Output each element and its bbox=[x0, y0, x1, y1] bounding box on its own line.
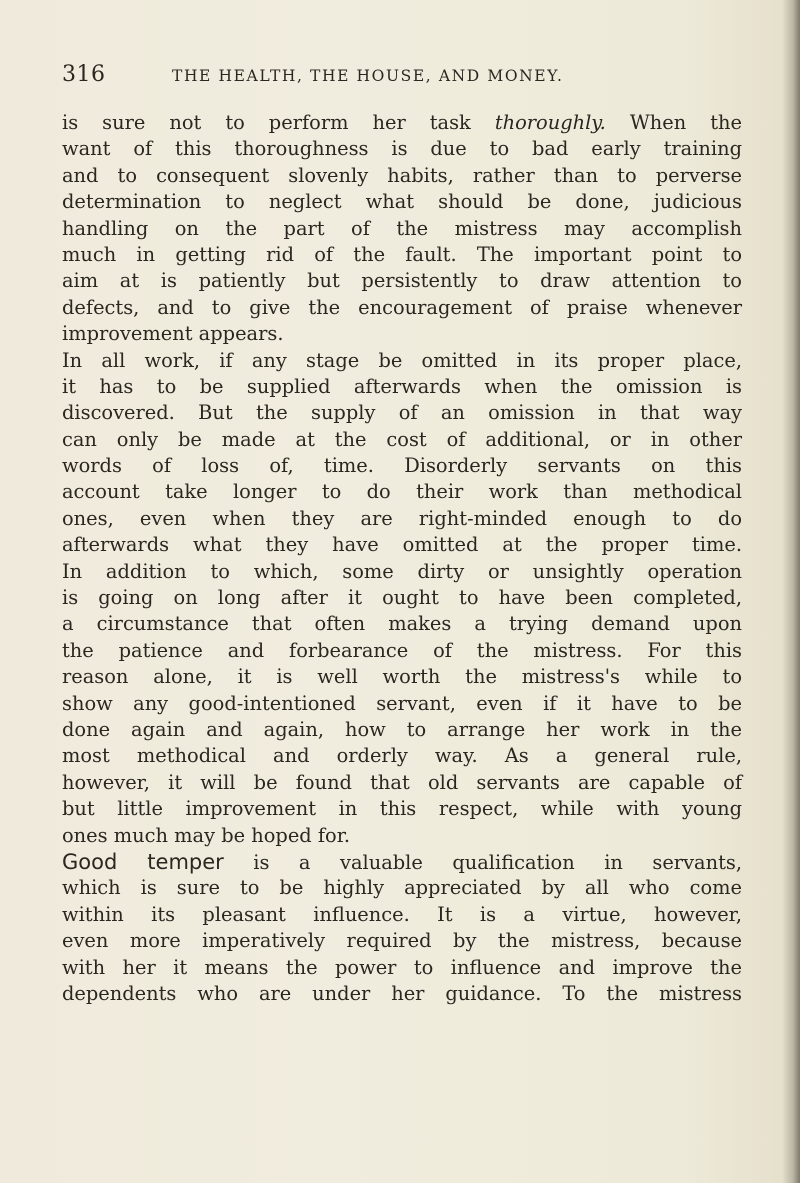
text-line: ones much may be hoped for. bbox=[62, 823, 351, 847]
text-line: the patience and forbearance of the mistress. For this bbox=[62, 638, 742, 662]
running-title: THE HEALTH, THE HOUSE, AND MONEY. bbox=[172, 67, 564, 85]
text-line: within its pleasant influence. It is a virtue, however, bbox=[62, 902, 742, 926]
text-line: account take longer to do their work than methodical bbox=[62, 480, 742, 504]
text-line: discovered. But the supply of an omission in that way bbox=[62, 401, 742, 425]
text-line: improvement appears. bbox=[62, 322, 284, 346]
text-line: afterwards what they have omitted at the proper time. bbox=[62, 533, 742, 557]
page-number: 316 bbox=[62, 62, 106, 87]
text-line: much in getting rid of the fault. The important point to bbox=[62, 242, 742, 266]
text-line: show any good-intentioned servant, even if it have to be bbox=[62, 691, 742, 715]
text-line: is going on long after it ought to have been completed, bbox=[62, 586, 742, 610]
page-header bbox=[62, 62, 742, 92]
text-line: aim at is patiently but persistently to draw attention to bbox=[62, 269, 742, 293]
emphasis: thoroughly. bbox=[494, 111, 606, 134]
text-line: with her it means the power to influence and improve the bbox=[62, 955, 742, 979]
text-line: dependents who are under her guidance. To the mistress bbox=[62, 981, 742, 1005]
text-line: Good temper is a valuable qualification in servants, bbox=[62, 849, 742, 874]
text-line: is sure not to perform her task thoroughly. When the bbox=[62, 111, 743, 134]
text-line: even more imperatively required by the mistress, because bbox=[62, 929, 742, 953]
text-line: In all work, if any stage be omitted in its proper place, bbox=[62, 348, 742, 372]
text-line: reason alone, it is well worth the mistress's while to bbox=[62, 665, 742, 689]
text-line: want of this thoroughness is due to bad early training bbox=[62, 137, 742, 161]
text-line: done again and again, how to arrange her work in the bbox=[62, 717, 742, 741]
text-line: which is sure to be highly appreciated by all who come bbox=[62, 876, 742, 900]
text-line: it has to be supplied afterwards when the omission is bbox=[62, 374, 742, 398]
body-text bbox=[62, 110, 742, 1007]
page-edge-shadow bbox=[782, 0, 800, 1183]
text-line: words of loss of, time. Disorderly servants on this bbox=[62, 454, 742, 478]
text-line: can only be made at the cost of additional, or in other bbox=[62, 427, 742, 451]
text-line: determination to neglect what should be done, judicious bbox=[62, 190, 742, 214]
text-line: In addition to which, some dirty or unsightly operation bbox=[62, 559, 742, 583]
text-line: handling on the part of the mistress may accomplish bbox=[62, 216, 742, 240]
section-lead: Good temper bbox=[62, 849, 224, 874]
text-line: however, it will be found that old servants are capable of bbox=[62, 770, 742, 794]
text-line: but little improvement in this respect, while with young bbox=[62, 797, 742, 821]
text-line: most methodical and orderly way. As a general rule, bbox=[62, 744, 742, 768]
text-line: a circumstance that often makes a trying demand upon bbox=[62, 612, 742, 636]
text-line: and to consequent slovenly habits, rather than to perverse bbox=[62, 163, 742, 187]
text-line: defects, and to give the encouragement of praise whenever bbox=[62, 295, 742, 319]
text-line: ones, even when they are right-minded enough to do bbox=[62, 506, 742, 530]
